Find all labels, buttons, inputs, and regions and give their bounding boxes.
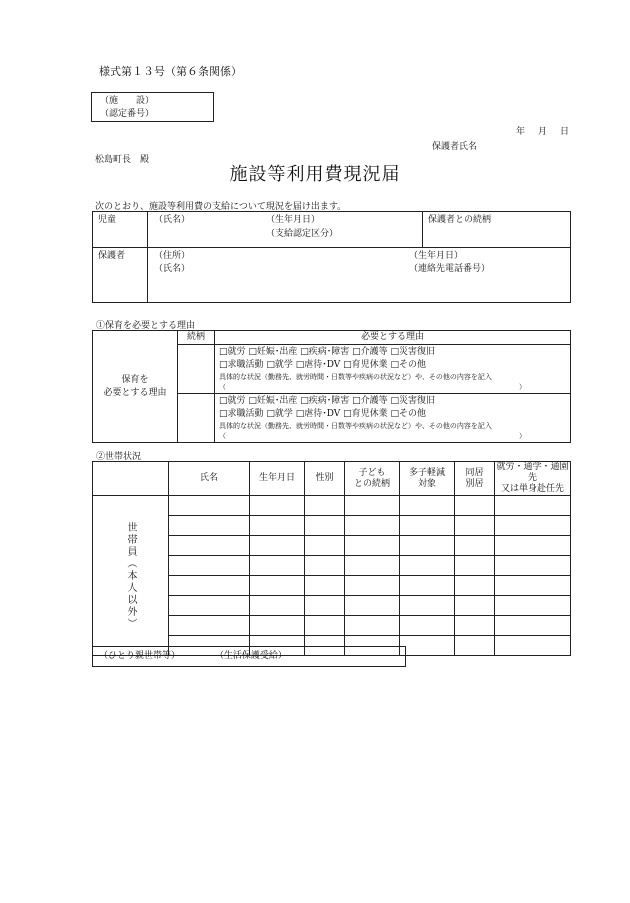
guardian-address-label: （住所） [154, 251, 191, 261]
guardian-header: 保護者 [93, 248, 148, 303]
reason-col-reason: 必要とする理由 [215, 331, 571, 345]
child-info-cell [148, 212, 423, 248]
guardian-info-cell [148, 248, 571, 303]
guardian-name-label: 保護者氏名 [432, 142, 478, 152]
guardian-phone-label: （連絡先電話番号） [409, 264, 491, 274]
household-col-cohabitation: 同居 別居 [455, 462, 495, 496]
reason-detail-note: 具体的な状況（勤務先、就労時間・日数等や疾病の状況など）や、その他の内容を記入 [219, 373, 492, 381]
reason-relation-cell-1 [178, 345, 215, 394]
child-header: 児童 [93, 212, 148, 248]
child-birth-label: （生年月日） [266, 215, 321, 225]
date-line: 年 月 日 [516, 127, 572, 137]
facility-label: （施 設） [100, 96, 155, 106]
welfare-label: （生活保護受給） [214, 651, 287, 661]
reason-row-label: 保育を 必要とする理由 [93, 331, 178, 443]
household-col-name: 氏名 [169, 462, 250, 496]
child-category-label: （支給認定区分） [266, 229, 339, 239]
household-side-label-cell [93, 496, 169, 656]
reason-options-line1: □就労 □妊娠･出産 □疾病･障害 □介護等 □災害復旧 [219, 396, 435, 406]
reason-relation-cell-2 [178, 394, 215, 443]
addressee: 松島町長 殿 [95, 155, 150, 165]
reason-detail-paren: （ ） [219, 432, 526, 440]
reason-detail-paren: （ ） [219, 383, 526, 391]
reason-detail-note: 具体的な状況（勤務先、就労時間・日数等や疾病の状況など）や、その他の内容を記入 [219, 422, 492, 430]
household-col-birth: 生年月日 [250, 462, 305, 496]
reason-options-block-2 [215, 394, 571, 443]
household-col-relation: 子ども との続柄 [345, 462, 400, 496]
household-col-multi-child: 多子軽減 対象 [400, 462, 455, 496]
reason-options-line1: □就労 □妊娠･出産 □疾病･障害 □介護等 □災害復旧 [219, 347, 435, 357]
household-col-sex: 性別 [305, 462, 345, 496]
child-name-label: （氏名） [154, 215, 191, 225]
single-parent-label: （ひとり親世帯等） [99, 651, 181, 661]
reason-col-relation: 続柄 [178, 331, 215, 345]
intro-text: 次のとおり、施設等利用費の支給について現況を届け出ます。 [95, 202, 347, 212]
certification-number-label: （認定番号） [100, 109, 155, 119]
household-section-title: ②世帯状況 [96, 452, 142, 462]
household-footer-table [92, 646, 406, 667]
reason-options-line2: □求職活動 □就学 □虐待･DV □育児休業 □その他 [219, 360, 427, 370]
reason-options-line2: □求職活動 □就学 □虐待･DV □育児休業 □その他 [219, 409, 427, 419]
guardian-birth-label: （生年月日） [409, 251, 464, 261]
household-footer-cell [93, 647, 406, 667]
household-row [93, 496, 571, 516]
form-number-label: 様式第１３号（第６条関係） [99, 65, 242, 78]
relation-label: 保護者との続柄 [428, 215, 492, 225]
guardian-name-field-label: （氏名） [154, 264, 191, 274]
reason-section-title: ①保育を必要とする理由 [96, 321, 196, 331]
household-corner-cell [93, 462, 169, 496]
household-col-workplace: 就労・通学・通園先 又は単身赴任先 [496, 462, 569, 494]
reason-options-block-1 [215, 345, 571, 394]
facility-box [91, 92, 214, 122]
reason-table [92, 330, 571, 443]
relation-cell [423, 212, 571, 248]
applicant-table [92, 211, 571, 303]
document-title: 施設等利用費現況届 [229, 164, 401, 185]
household-side-label: 世帯員（本人以外） [125, 521, 136, 630]
household-table [92, 461, 571, 656]
